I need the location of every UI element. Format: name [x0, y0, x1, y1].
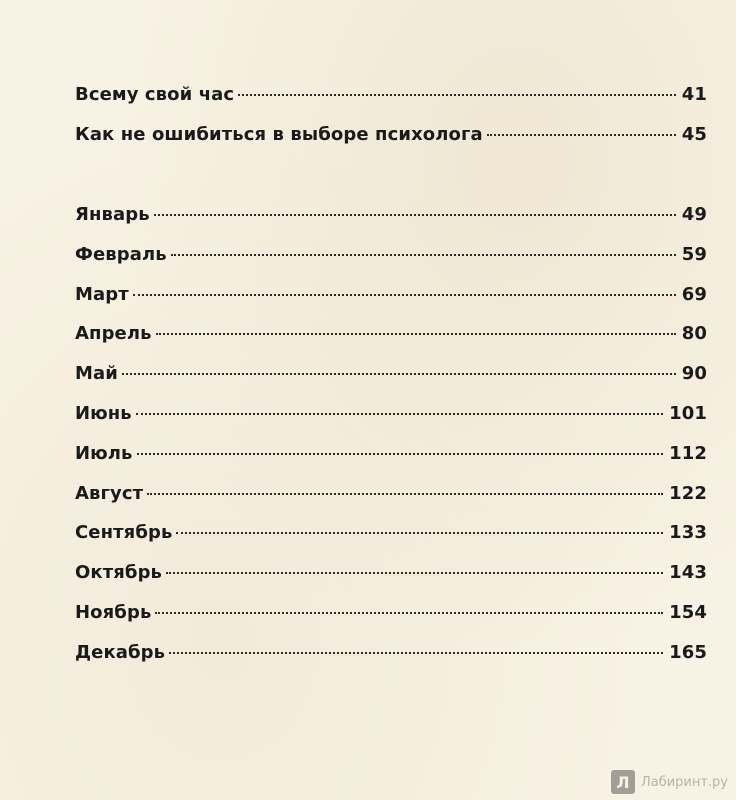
dot-leader [154, 214, 676, 216]
toc-entry-page: 59 [681, 243, 707, 265]
toc-entry-page: 112 [669, 442, 707, 464]
watermark-text: Лабиринт.ру [640, 774, 728, 790]
dot-leader [136, 413, 663, 415]
toc-entry-page: 133 [669, 522, 707, 544]
dot-leader [176, 532, 663, 534]
toc-entry [75, 403, 707, 443]
toc-entry [75, 562, 707, 602]
toc-entry-title: Сентябрь [75, 522, 173, 544]
toc-entry-page: 69 [681, 283, 707, 305]
dot-leader [171, 254, 676, 256]
toc-entry-page: 41 [681, 84, 707, 105]
toc-entry-title: Всему свой час [75, 84, 235, 105]
toc-entry-title: Январь [75, 204, 150, 225]
toc-entry [75, 244, 707, 284]
toc-entry [75, 124, 707, 164]
toc-entry-page: 49 [681, 204, 707, 225]
dot-leader [169, 652, 663, 654]
dot-leader [238, 94, 676, 96]
toc-entry-title: Август [75, 482, 144, 504]
toc-entry-title: Май [75, 363, 118, 385]
toc-entry-page: 80 [681, 323, 707, 345]
toc-entry-page: 45 [681, 123, 707, 145]
toc-entry [75, 363, 707, 403]
toc-entry [75, 284, 707, 324]
toc-entry [75, 483, 707, 523]
toc-entry-page: 165 [669, 641, 707, 663]
toc-entry [75, 522, 707, 562]
toc-entry [75, 443, 707, 483]
toc-entry-page: 101 [669, 402, 707, 424]
toc-entry-page: 154 [669, 601, 707, 623]
toc-entry-title: Ноябрь [75, 601, 152, 623]
toc-entry-page: 90 [681, 363, 707, 385]
toc-entry-title: Февраль [75, 243, 167, 265]
dot-leader [155, 612, 663, 614]
toc-entry-title: Как не ошибиться в выборе психолога [75, 123, 483, 145]
labirint-logo-icon: Л [611, 770, 635, 794]
toc-top-group [75, 84, 707, 164]
dot-leader [156, 333, 676, 335]
toc-entry [75, 204, 707, 244]
dot-leader [166, 572, 663, 574]
toc-entry-title: Март [75, 283, 129, 305]
watermark [611, 770, 728, 794]
dot-leader [133, 294, 676, 296]
toc-entry-title: Октябрь [75, 562, 163, 584]
toc-entry-title: Июль [75, 442, 133, 464]
toc-entry-title: Июнь [75, 402, 132, 424]
toc-entry [75, 642, 707, 682]
toc-entry-page: 143 [669, 562, 707, 584]
toc-months-group [75, 204, 707, 682]
toc-entry [75, 602, 707, 642]
toc-entry [75, 84, 707, 124]
toc-entry [75, 323, 707, 363]
dot-leader [137, 453, 664, 455]
toc-entry-page: 122 [669, 482, 707, 504]
dot-leader [122, 373, 676, 375]
dot-leader [147, 493, 663, 495]
toc-entry-title: Декабрь [75, 641, 166, 663]
dot-leader [487, 134, 676, 136]
toc-entry-title: Апрель [75, 323, 152, 345]
